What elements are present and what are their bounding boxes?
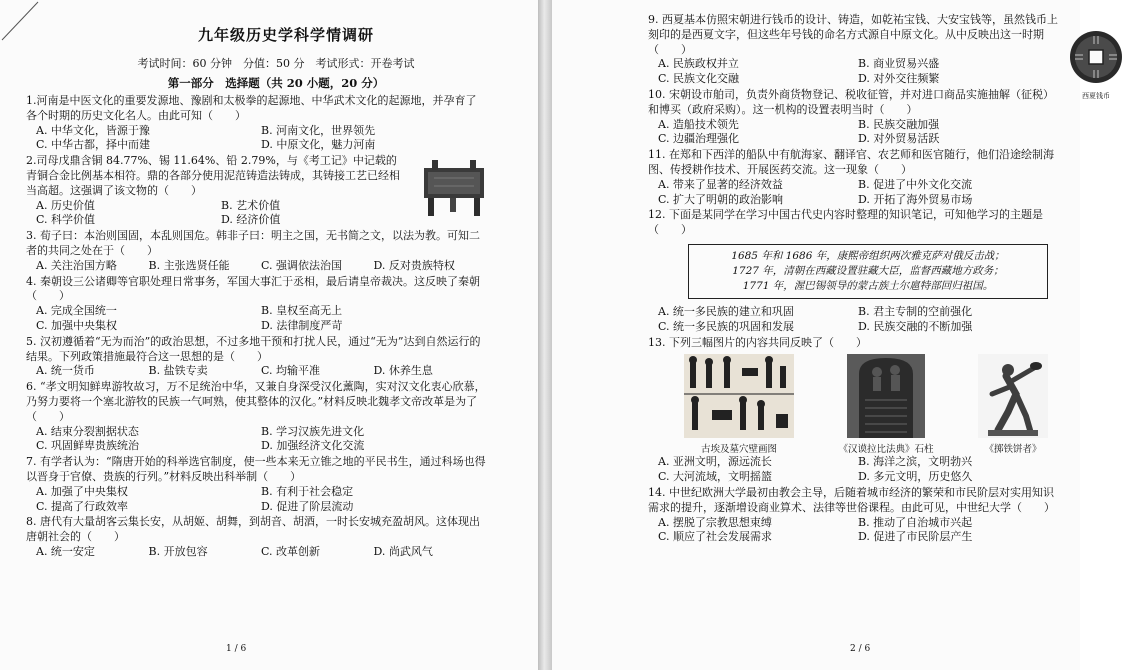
hammurabi-stele-image <box>847 354 925 438</box>
question-8-option-d: D. 尚武风气 <box>373 544 433 558</box>
question-8-option-a: A. 统一安定 <box>36 544 95 558</box>
question-12-option-a: A. 统一多民族的建立和巩固 <box>658 304 794 318</box>
section-title: 第一部分 选择题（共 20 小题，20 分） <box>167 76 385 90</box>
question-6-option-b: B. 学习汉族先进文化 <box>261 424 365 438</box>
question-6-option-c: C. 巩固鲜卑贵族统治 <box>36 439 140 453</box>
question-13-stem: 13. 下列三幅图片的内容共同反映了（ ） <box>648 335 867 349</box>
q13-image-row <box>648 350 1058 455</box>
question-2-stem: 2.司母戊鼎含铜 84.77%、锡 11.64%、铅 2.79%，与《考工记》中记载的青铜合金比例基本相符。鼎的各部分使用泥范铸造法铸成，其铸接工艺已经相当高超。这强调了该文物的（ ） <box>26 154 400 197</box>
discobolus-figure <box>978 354 1048 455</box>
question-12-option-d: D. 民族交融的不断加强 <box>858 319 973 333</box>
question-1-option-c: C. 中华古都，择中而建 <box>36 138 151 152</box>
question-7-option-a: A. 加强了中央集权 <box>36 484 128 498</box>
page-number: 1 / 6 <box>226 644 247 654</box>
question-14-option-d: D. 促进了市民阶层产生 <box>858 530 973 544</box>
question-11-option-d: D. 开拓了海外贸易市场 <box>858 192 973 206</box>
question-10-option-a: A. 造船技术领先 <box>658 117 739 131</box>
question-3-option-d: D. 反对贵族特权 <box>373 258 455 272</box>
question-14-option-c: C. 顺应了社会发展需求 <box>658 530 773 544</box>
question-14-option-b: B. 推动了自治城市兴起 <box>858 515 973 529</box>
question-6-stem: 6. “孝文明知鲜卑游牧故习，万不足统治中华，又兼自身深受汉化薰陶，实对汉文化衷心欣慕，乃努力要将一个塞北游牧的民族一气呵熟，使其整体的汉化。”材料反映北魏孝文帝改革是为了（ ） <box>26 380 486 423</box>
discobolus-caption: 《掷铁饼者》 <box>984 444 1042 456</box>
page-title: 九年级历史学科学情调研 <box>197 26 374 44</box>
question-7-option-b: B. 有利于社会稳定 <box>261 484 354 498</box>
exam-page-1 <box>0 0 538 670</box>
question-5-option-a: A. 统一货币 <box>36 364 95 378</box>
question-3-option-a: A. 关注治国方略 <box>36 258 117 272</box>
xixia-coin-image <box>1068 29 1124 85</box>
question-4-option-d: D. 法律制度严苛 <box>261 318 343 332</box>
question-1-option-b: B. 河南文化，世界领先 <box>261 123 376 137</box>
question-1-option-a: A. 中华文化，皆源于豫 <box>36 123 150 137</box>
knowledge-note-2: 1727 年，清朝在西藏设置驻藏大臣，监督西藏地方政务； <box>732 264 1004 277</box>
question-13-option-c: C. 大河流域，文明摇篮 <box>658 470 773 484</box>
question-10-option-c: C. 边疆治理强化 <box>658 132 740 146</box>
question-2-option-a: A. 历史价值 <box>36 198 95 212</box>
question-10-option-b: B. 民族交融加强 <box>858 117 940 131</box>
question-3-option-c: C. 强调依法治国 <box>261 258 343 272</box>
question-5-option-c: C. 均输平准 <box>261 364 321 378</box>
page-number: 2 / 6 <box>850 644 871 654</box>
question-1-option-d: D. 中原文化，魅力河南 <box>261 138 376 152</box>
simuwu-ding-image <box>416 158 492 220</box>
question-12-stem: 12. 下面是某同学在学习中国古代史内容时整理的知识笔记，可知他学习的主题是（ ） <box>648 208 1043 237</box>
question-11-option-a: A. 带来了显著的经济效益 <box>658 177 783 191</box>
question-7-stem: 7. 有学者认为：“隋唐开始的科举选官制度，使一些本来无立锥之地的平民书生，通过科场也得以晋身于官僚、贵族的行列。”材料反映出科举制（ ） <box>26 455 486 483</box>
knowledge-note-1: 1685 年和 1686 年，康熙帝组织两次雅克萨对俄反击战； <box>731 249 1005 262</box>
question-9-option-c: C. 民族文化交融 <box>658 72 740 86</box>
question-12-option-b: B. 君主专制的空前强化 <box>858 304 973 318</box>
coin-caption: 西夏钱币 <box>1082 92 1110 100</box>
question-10-option-d: D. 对外贸易活跃 <box>858 132 940 146</box>
hammurabi-stele-figure <box>838 354 933 455</box>
question-9-option-d: D. 对外交往频繁 <box>858 72 940 86</box>
question-8-option-c: C. 改革创新 <box>261 544 321 558</box>
xixia-coin-figure <box>1064 29 1128 103</box>
question-11-option-c: C. 扩大了明朝的政治影响 <box>658 192 784 206</box>
page-gutter <box>538 0 552 670</box>
question-11-stem: 11. 在郑和下西洋的船队中有航海家、翻译官、农艺师和医官随行，他们沿途绘制海图、传授耕作技术、开展医药交流。这一现象（ ） <box>648 148 1054 176</box>
question-5-stem: 5. 汉初遵循着“无为而治”的政治思想，不过多地干预和打扰人民，通过“无为”达到自然运行的结果。下列政策措施最符合这一思想的是（ ） <box>26 334 481 363</box>
question-8-option-b: B. 开放包容 <box>148 544 208 558</box>
question-4-option-a: A. 完成全国统一 <box>36 304 117 318</box>
question-9-option-b: B. 商业贸易兴盛 <box>858 57 940 71</box>
question-11-option-b: B. 促进了中外文化交流 <box>858 177 973 191</box>
exam-page-2 <box>552 0 1110 670</box>
question-7-option-d: D. 促进了阶层流动 <box>261 499 354 513</box>
knowledge-notes-box <box>688 244 1048 299</box>
question-2-option-c: C. 科学价值 <box>36 213 96 227</box>
discobolus-image <box>978 354 1048 438</box>
question-2-option-b: B. 艺术价值 <box>221 198 281 212</box>
hammurabi-stele-caption: 《汉谟拉比法典》石柱 <box>838 444 934 456</box>
question-7-option-c: C. 提高了行政效率 <box>36 499 129 513</box>
question-3-stem: 3. 荀子曰：本治则国固，本乱则国危。韩非子曰：明主之国，无书简之文，以法为教。可知二者的共同之处在于（ ） <box>26 229 480 257</box>
question-4-option-b: B. 皇权至高无上 <box>261 304 343 318</box>
question-5-option-b: B. 盐铁专卖 <box>148 364 208 378</box>
question-9-stem: 9. 西夏基本仿照宋朝进行钱币的设计、铸造，如乾祐宝钱、大安宝钱等，虽然钱币上刻印的是西夏文字，但这些年号钱的命名方式源自中原文化。从中反映出这一时期（ ） <box>648 13 1058 56</box>
egypt-mural-figure <box>684 354 794 455</box>
question-8-stem: 8. 唐代有大量胡客云集长安，从胡姬、胡舞，到胡音、胡酒，一时长安城充盈胡风。这体现出唐朝社会的（ ） <box>26 515 480 544</box>
question-13-option-a: A. 亚洲文明，源远流长 <box>658 455 772 469</box>
question-6-option-d: D. 加强经济文化交流 <box>261 439 365 453</box>
egypt-mural-image <box>684 354 794 438</box>
question-4-stem: 4. 秦朝设三公诸卿等官职处理日常事务，军国大事汇于丞相，最后请皇帝裁决。这反映了秦朝（ ） <box>26 274 480 303</box>
question-2-option-d: D. 经济价值 <box>221 213 281 227</box>
question-5-option-d: D. 休养生息 <box>373 364 433 378</box>
knowledge-note-3: 1771 年，渥巴锡领导的蒙古族土尔扈特部回归祖国。 <box>742 279 994 292</box>
question-10-stem: 10. 宋朝设市舶司，负责外商货物登记、税收征管，并对进口商品实施抽解（征税）和博买（政府采购）。这一机构的设置表明当时（ ） <box>648 87 1054 116</box>
question-1-stem: 1.河南是中医文化的重要发源地、豫剧和太极拳的起源地、中华武术文化的起源地，并孕育了各个时期的历史文化名人。由此可知（ ） <box>26 94 477 122</box>
egypt-mural-caption: 古埃及墓穴壁画图 <box>700 444 777 456</box>
question-13-option-d: D. 多元文明，历史悠久 <box>858 470 973 484</box>
question-12-option-c: C. 统一多民族的巩固和发展 <box>658 319 795 333</box>
question-3-option-b: B. 主张选贤任能 <box>148 258 230 272</box>
question-14-stem: 14. 中世纪欧洲大学最初由教会主导，后随着城市经济的繁荣和市民阶层对实用知识需求的提升，逐渐增设商业算术、法律等世俗课程。由此可见，中世纪大学（ ） <box>648 485 1055 514</box>
question-14-option-a: A. 摆脱了宗教思想束缚 <box>658 515 772 529</box>
question-4-option-c: C. 加强中央集权 <box>36 318 118 332</box>
exam-info: 考试时间：60 分钟 分值：50 分 考试形式：开卷考试 <box>137 57 415 70</box>
question-13-option-b: B. 海洋之滨，文明勃兴 <box>858 455 973 469</box>
question-9-option-a: A. 民族政权并立 <box>658 57 739 71</box>
question-6-option-a: A. 结束分裂割据状态 <box>36 424 139 438</box>
